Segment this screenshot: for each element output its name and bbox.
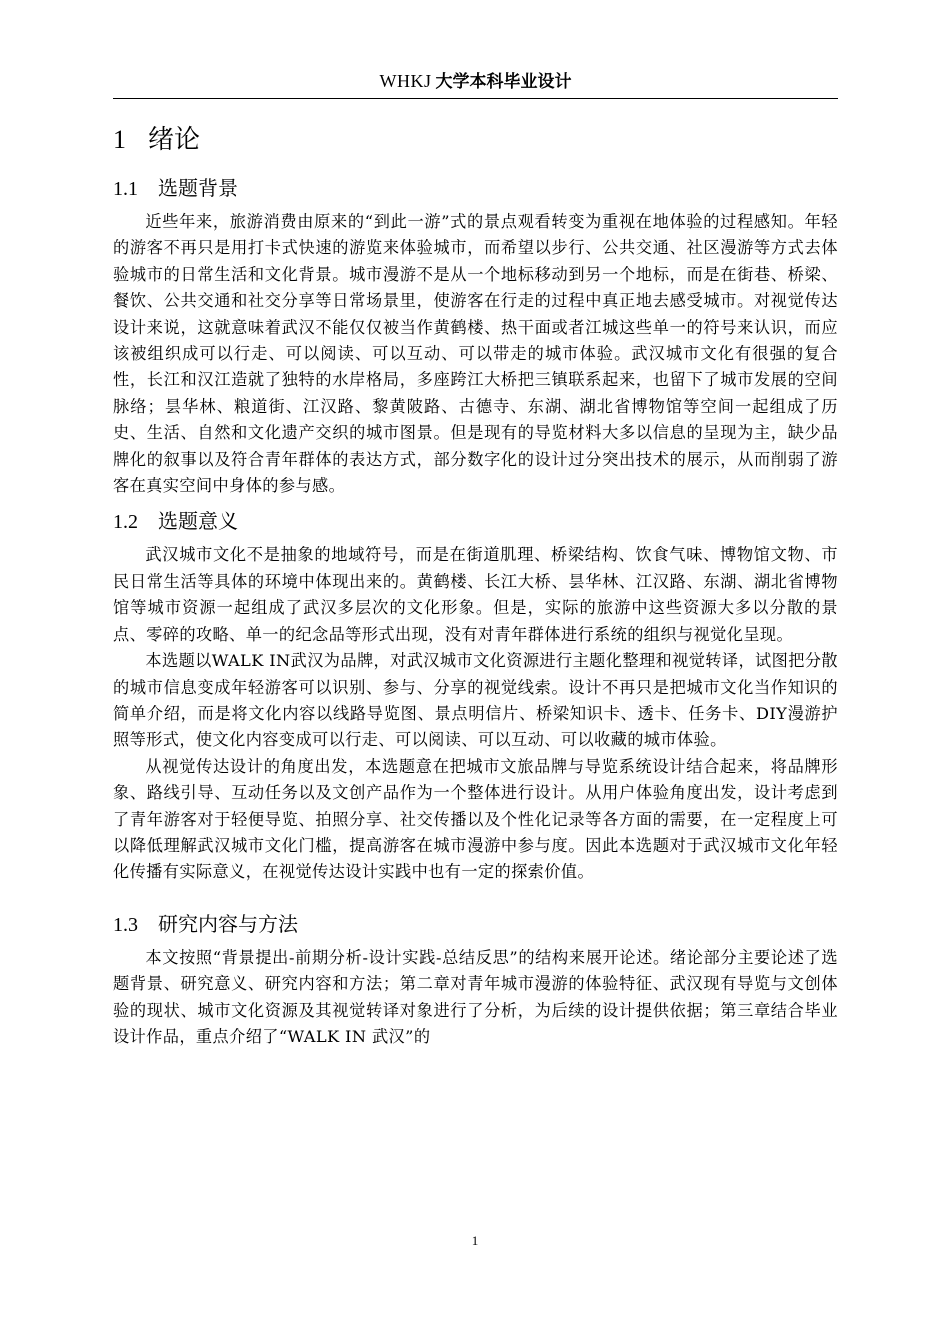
section-heading (113, 908, 838, 941)
body-paragraph: 武汉城市文化不是抽象的地域符号，而是在街道肌理、桥梁结构、饮食气味、博物馆文物、市民日常生活等具体的环境中体现出来的。黄鹤楼、长江大桥、昙华林、江汉路、东湖、湖北省博物馆等城市资源一起组成了武汉多层次的文化形象。但是，实际的旅游中这些资源大多以分散的景点、零碎的攻略、单一的纪念品等形式出现，没有对青年群体进行系统的组织与视觉化呈现。 (113, 545, 838, 644)
chapter-title: 绪论 (148, 125, 201, 155)
section-1-2 (113, 505, 838, 885)
section-title: 选题意义 (158, 509, 238, 534)
page-content (113, 120, 838, 1050)
section-heading (113, 172, 838, 205)
body-paragraph: 从视觉传达设计的角度出发，本选题意在把城市文旅品牌与导览系统设计结合起来，将品牌形象、路线引导、互动任务以及文创产品作为一个整体进行设计。从用户体验角度出发，设计考虑到了青年游客对于轻便导览、拍照分享、社交传播以及个性化记录等各方面的需要，在一定程度上可以降低理解武汉城市文化门槛，提高游客在城市漫游中参与度。因此本选题对于武汉城市文化年轻化传播有实际意义，在视觉传达设计实践中也有一定的探索价值。 (113, 756, 838, 882)
body-paragraph: 本选题以WALK IN武汉为品牌，对武汉城市文化资源进行主题化整理和视觉转译，试图把分散的城市信息变成年轻游客可以识别、参与、分享的视觉线索。设计不再只是把城市文化当作知识的简单介绍，而是将文化内容以线路导览图、景点明信片、桥梁知识卡、透卡、任务卡、DIY漫游护照等形式，使文化内容变成可以行走、可以阅读、可以互动、可以收藏的城市体验。 (113, 651, 838, 750)
section-number: 1.2 (113, 511, 138, 534)
section-heading (113, 505, 838, 538)
page-number: 1 (471, 1233, 479, 1248)
section-number: 1.1 (113, 178, 138, 200)
body-paragraph: 近些年来，旅游消费由原来的“到此一游”式的景点观看转变为重视在地体验的过程感知。年轻的游客不再只是用打卡式快速的游览来体验城市，而希望以步行、公共交通、社区漫游等方式去体验城市的日常生活和文化背景。城市漫游不是从一个地标移动到另一个地标，而是在街巷、桥梁、餐饮、公共交通和社交分享等日常场景里，使游客在行走的过程中真正地去感受城市。对视觉传达设计来说，这就意味着武汉不能仅仅被当作黄鹤楼、热干面或者江城这些单一的符号来认识，而应该被组织成可以行走、可以阅读、可以互动、可以带走的城市体验。武汉城市文化有很强的复合性，长江和汉江造就了独特的水岸格局，多座跨江大桥把三镇联系起来，也留下了城市发展的空间脉络；昙华林、粮道街、江汉路、黎黄陂路、古德寺、东湖、湖北省博物馆等空间一起组成了历史、生活、自然和文化遗产交织的城市图景。但是现有的导览材料大多以信息的呈现为主，缺少品牌化的叙事以及符合青年群体的表达方式，部分数字化的设计过分突出技术的展示，从而削弱了游客在真实空间中身体的参与感。 (113, 212, 838, 496)
chapter-number: 1 (113, 125, 126, 154)
header-title: 大学本科毕业设计 (435, 72, 572, 92)
page-header (113, 66, 838, 99)
section-title: 研究内容与方法 (158, 911, 298, 936)
section-title: 选题背景 (158, 176, 238, 200)
chapter-heading (113, 120, 838, 160)
section-1-1 (113, 172, 838, 499)
body-paragraph: 本文按照“背景提出-前期分析-设计实践-总结反思”的结构来展开论述。绪论部分主要论述了选题背景、研究意义、研究内容和方法；第二章对青年城市漫游的体验特征、武汉现有导览与文创体验的现状、城市文化资源及其视觉转译对象进行了分析，为后续的设计提供依据；第三章结合毕业设计作品，重点介绍了“WALK IN 武汉”的 (113, 947, 838, 1046)
section-number: 1.3 (113, 913, 138, 936)
header-university: WHKJ (379, 71, 432, 91)
section-1-3 (113, 908, 838, 1051)
